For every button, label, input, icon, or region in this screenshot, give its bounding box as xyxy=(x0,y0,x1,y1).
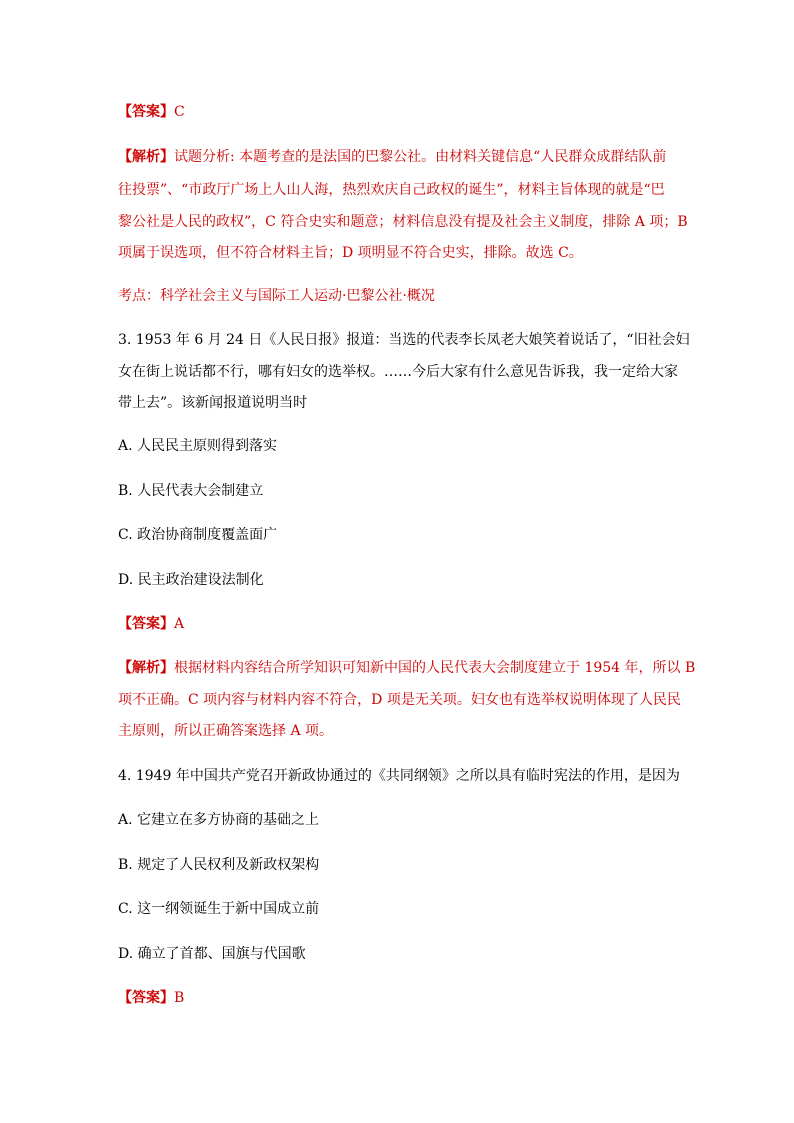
question-4-stem: 4. 1949 年中国共产党召开新政协通过的《共同纲领》之所以具有临时宪法的作用，是因为 xyxy=(118,768,680,784)
question-4-option-a: A. 它建立在多方协商的基础之上 xyxy=(118,812,320,828)
analysis-text: 试题分析: 本题考查的是法国的巴黎公社。由材料关键信息“人民群众成群结队前 xyxy=(174,149,667,165)
answer-value: C xyxy=(174,104,185,120)
analysis-line-2: 往投票”、“市政厅广场上人山人海，热烈欢庆自己政权的诞生”，材料主旨体现的就是“巴 xyxy=(118,182,665,198)
q3-analysis-line-3: 主原则，所以正确答案选择 A 项。 xyxy=(118,723,334,739)
analysis-label: 【解析】 xyxy=(118,149,174,165)
question-3-option-a: A. 人民民主原则得到落实 xyxy=(118,438,278,454)
question-4-option-c: C. 这一纲领诞生于新中国成立前 xyxy=(118,901,320,917)
question-3-stem-line-1: 3. 1953 年 6 月 24 日《人民日报》报道：当选的代表李长凤老大娘笑着说话了，“旧社会妇 xyxy=(118,332,690,348)
answer-line-q2 xyxy=(118,103,185,121)
analysis-label: 【解析】 xyxy=(118,660,174,676)
question-3-stem-line-3: 带上去”。该新闻报道说明当时 xyxy=(118,395,308,411)
analysis-line-1 xyxy=(118,148,666,166)
question-3-stem-line-2: 女在街上说话都不行，哪有妇女的选举权。……今后大家有什么意见告诉我，我一定给大家 xyxy=(118,364,678,380)
answer-line-q4 xyxy=(118,989,184,1007)
question-4-option-b: B. 规定了人民权利及新政权架构 xyxy=(118,857,320,873)
answer-value: A xyxy=(174,616,185,632)
analysis-line-4: 项属于误选项，但不符合材料主旨；D 项明显不符合史实，排除。故选 C。 xyxy=(118,245,583,261)
answer-value: B xyxy=(174,990,185,1006)
analysis-line-3: 黎公社是人民的政权”，C 符合史实和题意；材料信息没有提及社会主义制度，排除 A 项；B xyxy=(118,214,688,230)
question-4-option-d: D. 确立了首都、国旗与代国歌 xyxy=(118,946,306,962)
analysis-text: 根据材料内容结合所学知识可知新中国的人民代表大会制度建立于 1954 年，所以 B xyxy=(174,660,696,676)
q3-analysis-line-2: 项不正确。C 项内容与材料内容不符合，D 项是无关项。妇女也有选举权说明体现了人民民 xyxy=(118,692,681,708)
answer-label: 【答案】 xyxy=(118,990,174,1006)
question-3-option-d: D. 民主政治建设法制化 xyxy=(118,572,264,588)
q3-analysis-line-1 xyxy=(118,659,695,677)
answer-label: 【答案】 xyxy=(118,104,174,120)
question-3-option-b: B. 人民代表大会制建立 xyxy=(118,483,264,499)
question-3-option-c: C. 政治协商制度覆盖面广 xyxy=(118,527,278,543)
keypoint-line: 考点：科学社会主义与国际工人运动·巴黎公社·概况 xyxy=(118,288,435,304)
answer-label: 【答案】 xyxy=(118,616,174,632)
answer-line-q3 xyxy=(118,615,184,633)
